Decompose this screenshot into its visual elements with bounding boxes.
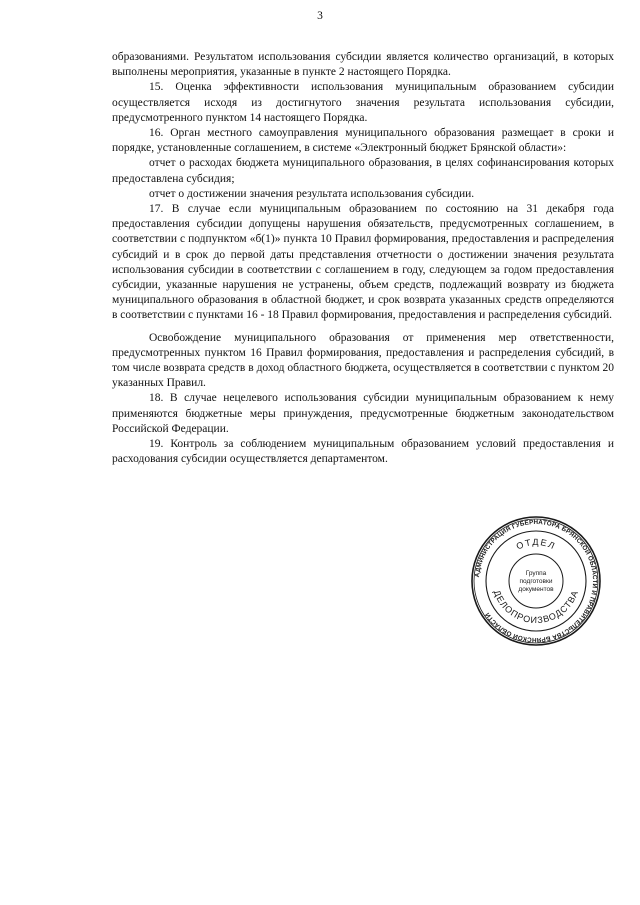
paragraph-16-report-result: отчет о достижении значения результата использования субсидии. bbox=[149, 187, 475, 200]
paragraph-continuation: образованиями. Результатом использования субсидии является количество организаций, в которых выполнены мероприятия, указанные в пункте 2 настоящего Порядка. bbox=[112, 51, 614, 79]
paragraph-16: 16. Орган местного самоуправления муниципального образования размещает в сроки и порядке, установленные соглашением, в системе «Электронный бюджет Брянской области»: bbox=[112, 127, 614, 155]
paragraph-15: 15. Оценка эффективности использования муниципальным образованием субсидии осуществляется исходя из достигнутого значения результата использования субсидии, предусмотренного пунктом 14 настоящего Порядка. bbox=[112, 81, 614, 124]
page-number: 3 bbox=[317, 10, 323, 22]
stamp-department-text: ОТДЕЛ bbox=[514, 536, 558, 552]
stamp-center-line-3: документов bbox=[518, 586, 554, 593]
svg-text:ОТДЕЛ bbox=[515, 537, 558, 552]
stamp-center-line-2: подготовки bbox=[519, 578, 553, 585]
stamp-center-line-1: Группа bbox=[525, 570, 547, 577]
paragraph-19: 19. Контроль за соблюдением муниципальным образованием условий предоставления и расходования субсидии осуществляется департаментом. bbox=[112, 438, 614, 466]
paragraph-17-exemption: Освобождение муниципального образования от применения мер ответственности, предусмотренных пунктом 16 Правил формирования, предоставления и распределения субсидий, в том числе возврата средств в доход областного бюджета, осуществляется в соответствии с пунктом 20 указанных Правил. bbox=[112, 331, 614, 390]
paragraph-16-report-expenses: отчет о расходах бюджета муниципального образования, в целях софинансирования которых предоставлена субсидия; bbox=[112, 157, 614, 185]
official-stamp bbox=[470, 515, 602, 647]
paragraph-18: 18. В случае нецелевого использования субсидии муниципальным образованием к нему применяются бюджетные меры принуждения, предусмотренные бюджетным законодательством Российской Федерации. bbox=[112, 392, 614, 435]
paragraph-17: 17. В случае если муниципальным образованием по состоянию на 31 декабря года предоставления субсидии допущены нарушения обязательств, предусмотренных соглашением, в соответствии с подпунктом «б(1)» пункта 10 Правил формирования, предоставления и распределения субсидий и в срок до первой даты представления отчетности о достижении значения результата использования субсидии в соответствии с соглашением в году, следующем за годом предоставления субсидии, указанные нарушения не устранены, объем средств, подлежащий возврату из бюджета муниципального образования в областной бюджет, и срок возврата указанных средств определяются в соответствии с пунктами 16 - 18 Правил формирования, предоставления и распределения субсидий. bbox=[112, 203, 614, 322]
document-body bbox=[112, 50, 614, 467]
stamp-seal bbox=[470, 515, 602, 647]
stamp-division-text: ДЕЛОПРОИЗВОДСТВА bbox=[491, 588, 581, 626]
stamp-outer-text: АДМИНИСТРАЦИЯ ГУБЕРНАТОРА БРЯНСКОЙ ОБЛАСТИ И ПРАВИТЕЛЬСТВА БРЯНСКОЙ ОБЛАСТИ bbox=[474, 518, 599, 644]
